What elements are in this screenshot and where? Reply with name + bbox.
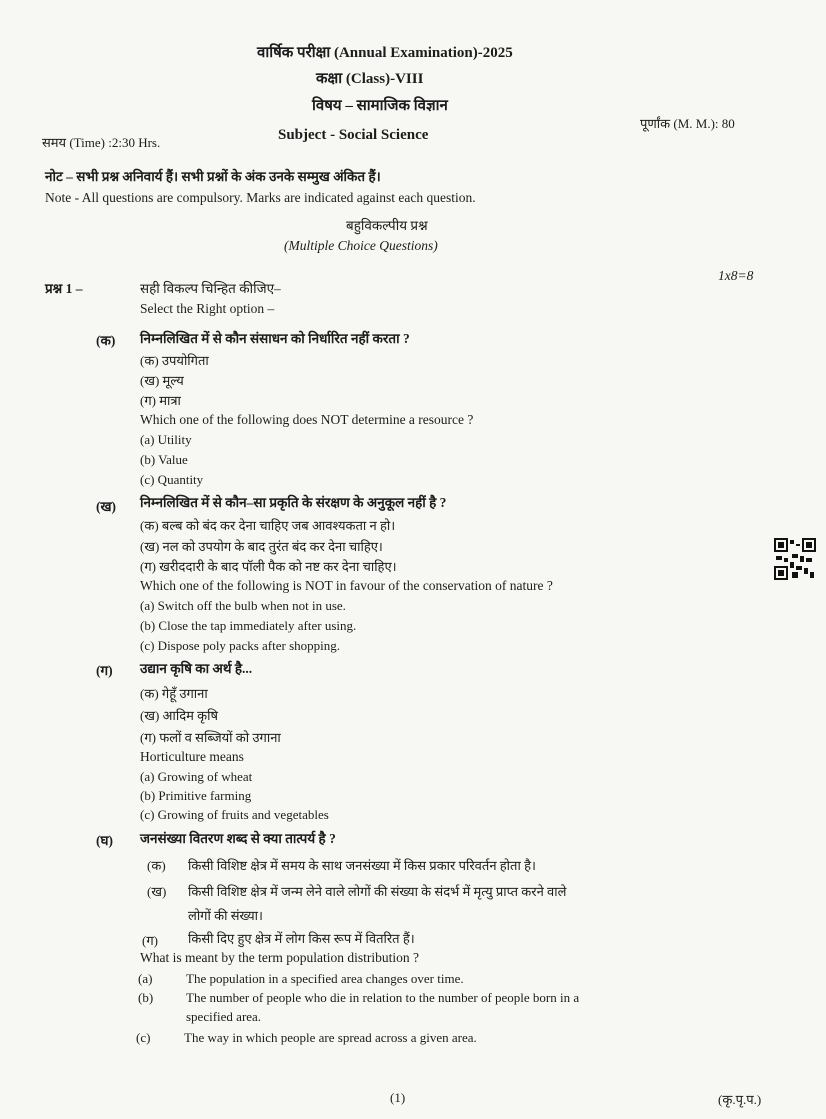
part-label: (ख) xyxy=(96,499,117,514)
option-english: (a) Growing of wheat xyxy=(140,769,253,784)
option-english: (c) Quantity xyxy=(140,472,204,487)
option-hindi: लोगों की संख्या। xyxy=(188,908,263,923)
option-hindi: (ग) फलों व सब्जियों को उगाना xyxy=(140,730,281,745)
section-english: (Multiple Choice Questions) xyxy=(284,238,438,253)
option-hindi: (ख) आदिम कृषि xyxy=(140,708,218,723)
option-english: (b) Close the tap immediately after using. xyxy=(140,618,357,633)
option-hindi: (ग) खरीददारी के बाद पॉली पैक को नष्ट कर देना चाहिए। xyxy=(140,559,397,574)
part-label: (ग) xyxy=(96,663,113,678)
option-hindi: (क) उपयोगिता xyxy=(140,353,209,368)
option-english: (c) Growing of fruits and vegetables xyxy=(140,807,329,822)
option-english: (a) Utility xyxy=(140,432,192,447)
option-hindi: किसी विशिष्ट क्षेत्र में समय के साथ जनसंख्या में किस प्रकार परिवर्तन होता है। xyxy=(188,858,536,873)
part-question-english: Which one of the following is NOT in favour of the conservation of nature ? xyxy=(140,578,553,593)
exam-title: वार्षिक परीक्षा (Annual Examination)-2025 xyxy=(257,45,513,61)
option-label: (ग) xyxy=(142,933,158,948)
max-marks: पूर्णांक (M. M.): 80 xyxy=(640,116,735,131)
part-question-hindi: निम्नलिखित में से कौन संसाधन को निर्धारित नहीं करता ? xyxy=(140,331,410,346)
option-english: The way in which people are spread across a given area. xyxy=(184,1030,477,1045)
time-label: समय (Time) :2:30 Hrs. xyxy=(42,135,161,150)
please-turn-over: (कृ.पृ.प.) xyxy=(718,1092,762,1107)
part-label: (घ) xyxy=(96,833,113,848)
subject-hindi: विषय – सामाजिक विज्ञान xyxy=(312,98,448,114)
option-hindi: किसी दिए हुए क्षेत्र में लोग किस रूप में वितरित हैं। xyxy=(188,931,415,946)
class-label: कक्षा (Class)-VIII xyxy=(316,71,424,87)
option-english: The population in a specified area changes over time. xyxy=(186,971,464,986)
option-label: (a) xyxy=(138,971,153,986)
part-label: (क) xyxy=(96,333,116,348)
option-english: (b) Value xyxy=(140,452,188,467)
option-hindi: (ग) मात्रा xyxy=(140,393,181,408)
option-english: The number of people who die in relation to the number of people born in a xyxy=(186,990,580,1005)
section-hindi: बहुविकल्पीय प्रश्न xyxy=(346,218,428,233)
part-question-english: Horticulture means xyxy=(140,749,244,764)
option-label: (c) xyxy=(136,1030,151,1045)
part-question-hindi: उद्यान कृषि का अर्थ है... xyxy=(140,661,253,676)
option-label: (b) xyxy=(138,990,154,1005)
part-question-english: Which one of the following does NOT determine a resource ? xyxy=(140,412,474,427)
option-english: specified area. xyxy=(186,1009,262,1024)
option-english: (b) Primitive farming xyxy=(140,788,252,803)
qr-code-icon xyxy=(774,538,816,580)
note-hindi: नोट – सभी प्रश्न अनिवार्य हैं। सभी प्रश्नों के अंक उनके सम्मुख अंकित हैं। xyxy=(45,169,381,184)
part-question-hindi: निम्नलिखित में से कौन–सा प्रकृति के संरक्षण के अनुकूल नहीं है ? xyxy=(140,495,447,510)
option-hindi: (क) बल्ब को बंद कर देना चाहिए जब आवश्यकता न हो। xyxy=(140,518,396,533)
question-marks: 1x8=8 xyxy=(718,268,754,283)
question-number: प्रश्न 1 – xyxy=(45,281,83,296)
note-english: Note - All questions are compulsory. Marks are indicated against each question. xyxy=(45,190,476,205)
page-number: (1) xyxy=(390,1090,406,1105)
part-question-hindi: जनसंख्या वितरण शब्द से क्या तात्पर्य है ? xyxy=(140,831,336,846)
option-label: (क) xyxy=(147,858,166,873)
option-hindi: (ख) मूल्य xyxy=(140,373,184,388)
option-english: (c) Dispose poly packs after shopping. xyxy=(140,638,341,653)
option-english: (a) Switch off the bulb when not in use. xyxy=(140,598,346,613)
option-hindi: (क) गेहूँ उगाना xyxy=(140,686,208,701)
option-hindi: (ख) नल को उपयोग के बाद तुरंत बंद कर देना चाहिए। xyxy=(140,539,383,554)
option-hindi: किसी विशिष्ट क्षेत्र में जन्म लेने वाले लोगों की संख्या के संदर्भ में मृत्यु प्राप्त करने वाले xyxy=(188,884,567,899)
subject-english: Subject - Social Science xyxy=(278,127,429,143)
instruction-hindi: सही विकल्प चिन्हित कीजिए– xyxy=(140,281,281,296)
part-question-english: What is meant by the term population distribution ? xyxy=(140,950,419,965)
option-label: (ख) xyxy=(147,884,167,899)
instruction-english: Select the Right option – xyxy=(140,301,275,316)
